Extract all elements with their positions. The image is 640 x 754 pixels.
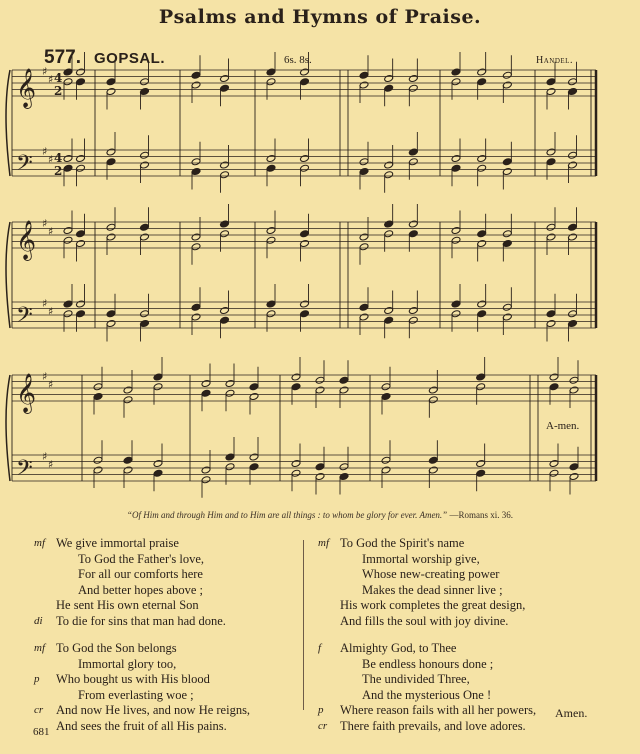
- sharp-icon: ♯: [42, 370, 48, 383]
- note-head: [249, 453, 259, 461]
- note-head: [220, 230, 230, 238]
- column-divider: [303, 540, 304, 710]
- verse-line: [340, 552, 536, 568]
- verse-line: [56, 583, 250, 599]
- note-head: [359, 71, 369, 79]
- note-head: [76, 78, 86, 86]
- note-head: [225, 453, 235, 461]
- tune-name: GOPSAL.: [94, 50, 166, 67]
- note-head: [266, 164, 276, 172]
- sharp-icon: ♯: [42, 65, 48, 78]
- verse-line: [34, 641, 250, 657]
- note-head: [408, 158, 418, 166]
- final-amen: Amen.: [555, 706, 588, 720]
- note-head: [546, 87, 556, 95]
- note-head: [384, 161, 394, 169]
- hymn-number: 577.: [44, 47, 81, 68]
- note-head: [201, 379, 211, 387]
- note-head: [191, 158, 201, 166]
- note-head: [300, 300, 310, 308]
- note-head: [502, 239, 512, 247]
- note-head: [191, 81, 201, 89]
- sharp-icon: ♯: [42, 297, 48, 310]
- note-head: [384, 171, 394, 179]
- note-head: [76, 154, 86, 162]
- note-head: [63, 68, 73, 76]
- note-head: [384, 220, 394, 228]
- note-head: [63, 78, 73, 86]
- scripture-quote: [0, 510, 640, 520]
- note-head: [339, 386, 349, 394]
- note-head: [106, 78, 116, 86]
- note-head: [106, 158, 116, 166]
- note-head: [568, 87, 578, 95]
- verse-line: [56, 567, 250, 583]
- verse-text: For all our comforts here: [78, 567, 203, 581]
- page-header-title: Psalms and Hymns of Praise.: [158, 6, 482, 28]
- sharp-icon: ♯: [48, 225, 54, 238]
- note-head: [384, 316, 394, 324]
- note-head: [123, 396, 133, 404]
- note-head: [408, 148, 418, 156]
- note-head: [568, 78, 578, 86]
- note-head: [502, 230, 512, 238]
- note-head: [106, 148, 116, 156]
- note-head: [476, 373, 486, 381]
- time-signature-bottom: 2: [54, 164, 63, 178]
- bass-clef-icon: 𝄢: [16, 303, 33, 333]
- dynamic-marking: cr: [34, 704, 44, 716]
- note-head: [106, 319, 116, 327]
- verse-text: The undivided Three,: [362, 672, 470, 686]
- verse-text: We give immortal praise: [56, 536, 179, 550]
- note-head: [191, 243, 201, 251]
- note-head: [140, 223, 150, 231]
- note-head: [300, 230, 310, 238]
- note-head: [191, 313, 201, 321]
- time-signature-top: 4: [54, 71, 63, 85]
- note-head: [451, 68, 461, 76]
- stanza-gap: [56, 629, 250, 641]
- verse-line: [56, 688, 250, 704]
- note-head: [359, 158, 369, 166]
- verse-text: Whose new-creating power: [362, 567, 500, 581]
- dynamic-marking: cr: [318, 719, 328, 732]
- sharp-icon: ♯: [48, 305, 54, 318]
- note-head: [191, 233, 201, 241]
- note-head: [266, 78, 276, 86]
- treble-clef-icon: 𝄞: [16, 68, 37, 108]
- note-head: [140, 161, 150, 169]
- note-head: [408, 316, 418, 324]
- verse-text: Almighty God, to Thee: [340, 641, 457, 655]
- note-head: [76, 239, 86, 247]
- verse-line: [34, 672, 250, 688]
- note-head: [549, 373, 559, 381]
- note-head: [201, 389, 211, 397]
- note-head: [549, 469, 559, 477]
- note-head: [569, 386, 579, 394]
- note-head: [359, 303, 369, 311]
- note-head: [477, 164, 487, 172]
- note-head: [568, 151, 578, 159]
- note-head: [93, 456, 103, 464]
- note-head: [384, 306, 394, 314]
- note-head: [220, 220, 230, 228]
- note-head: [428, 386, 438, 394]
- note-head: [220, 316, 230, 324]
- note-head: [63, 154, 73, 162]
- verse-line: [318, 536, 536, 552]
- note-head: [266, 236, 276, 244]
- note-head: [381, 383, 391, 391]
- note-head: [300, 78, 310, 86]
- note-head: [201, 466, 211, 474]
- note-head: [502, 303, 512, 311]
- note-head: [476, 459, 486, 467]
- note-head: [315, 386, 325, 394]
- amen-lyric: A-men.: [546, 420, 580, 432]
- verse-text: Immortal glory too,: [78, 656, 177, 671]
- note-head: [266, 68, 276, 76]
- note-head: [477, 154, 487, 162]
- verses-right-column: [318, 536, 537, 734]
- dynamic-marking: di: [34, 614, 43, 627]
- note-head: [502, 81, 512, 89]
- verse-text: To die for sins that man had done.: [56, 613, 226, 628]
- note-head: [428, 456, 438, 464]
- note-head: [546, 233, 556, 241]
- note-head: [106, 310, 116, 318]
- note-head: [569, 376, 579, 384]
- note-head: [477, 300, 487, 308]
- dynamic-marking: f: [318, 642, 322, 654]
- dynamic-marking: mf: [34, 537, 45, 549]
- sharp-icon: ♯: [48, 458, 54, 471]
- note-head: [76, 68, 86, 76]
- note-head: [502, 313, 512, 321]
- note-head: [381, 392, 391, 400]
- note-head: [408, 84, 418, 92]
- note-head: [106, 233, 116, 241]
- note-head: [225, 379, 235, 387]
- note-head: [140, 319, 150, 327]
- note-head: [315, 472, 325, 480]
- verse-line: [318, 703, 537, 719]
- verse-text: He sent His own eternal Son: [56, 598, 199, 612]
- verse-text: His work completes the great design,: [340, 598, 526, 612]
- note-head: [339, 376, 349, 384]
- note-head: [63, 226, 73, 234]
- note-head: [225, 463, 235, 471]
- note-head: [123, 456, 133, 464]
- note-head: [568, 161, 578, 169]
- note-head: [140, 87, 150, 95]
- verse-line: [340, 567, 536, 583]
- note-head: [408, 74, 418, 82]
- note-head: [381, 466, 391, 474]
- note-head: [359, 167, 369, 175]
- note-head: [384, 74, 394, 82]
- note-head: [451, 164, 461, 172]
- verse-line: [340, 688, 536, 704]
- verse-text: Makes the dead sinner live ;: [362, 582, 503, 597]
- note-head: [76, 164, 86, 172]
- note-head: [63, 164, 73, 172]
- note-head: [220, 74, 230, 82]
- note-head: [569, 472, 579, 480]
- note-head: [76, 230, 86, 238]
- verse-text: To God the Father's love,: [78, 551, 205, 566]
- verse-text: There faith prevails, and love adores.: [340, 718, 526, 733]
- verse-line: [318, 641, 536, 657]
- note-head: [191, 71, 201, 79]
- verse-line: [34, 703, 251, 719]
- note-head: [300, 239, 310, 247]
- sharp-icon: ♯: [42, 450, 48, 463]
- note-head: [249, 383, 259, 391]
- note-head: [477, 68, 487, 76]
- note-head: [93, 383, 103, 391]
- note-head: [201, 476, 211, 484]
- verse-text: And fills the soul with joy divine.: [340, 613, 509, 628]
- note-head: [300, 164, 310, 172]
- dynamic-marking: p: [34, 673, 40, 685]
- note-head: [384, 230, 394, 238]
- note-head: [76, 310, 86, 318]
- note-head: [502, 71, 512, 79]
- note-head: [359, 243, 369, 251]
- note-head: [291, 373, 301, 381]
- note-head: [476, 383, 486, 391]
- page-number: 681: [33, 726, 50, 738]
- verse-line: [318, 718, 536, 735]
- verse-line: [340, 583, 536, 599]
- note-head: [477, 310, 487, 318]
- note-head: [384, 84, 394, 92]
- note-head: [477, 230, 487, 238]
- note-head: [568, 223, 578, 231]
- sharp-icon: ♯: [48, 153, 54, 166]
- note-head: [220, 84, 230, 92]
- note-head: [191, 303, 201, 311]
- dynamic-marking: mf: [34, 642, 45, 654]
- dynamic-marking: p: [318, 704, 324, 716]
- note-head: [546, 310, 556, 318]
- note-head: [477, 78, 487, 86]
- verse-line: [34, 613, 250, 630]
- note-head: [153, 383, 163, 391]
- note-head: [266, 300, 276, 308]
- note-head: [546, 148, 556, 156]
- system-brace: [6, 375, 10, 481]
- verse-line: [340, 598, 536, 614]
- note-head: [549, 459, 559, 467]
- note-head: [546, 78, 556, 86]
- note-head: [291, 469, 301, 477]
- verse-line: [340, 614, 536, 630]
- note-head: [106, 223, 116, 231]
- meter: 6s. 8s.: [284, 54, 312, 66]
- note-head: [568, 319, 578, 327]
- sharp-icon: ♯: [48, 73, 54, 86]
- note-head: [568, 310, 578, 318]
- note-head: [63, 236, 73, 244]
- note-head: [93, 392, 103, 400]
- note-head: [408, 220, 418, 228]
- note-head: [93, 466, 103, 474]
- note-head: [191, 167, 201, 175]
- note-head: [291, 459, 301, 467]
- verse-text: Who bought us with His blood: [56, 672, 210, 686]
- note-head: [140, 310, 150, 318]
- stanza-gap: [340, 629, 536, 641]
- bass-clef-icon: 𝄢: [16, 151, 33, 181]
- note-head: [266, 154, 276, 162]
- quote-text: “Of Him and through Him and to Him are all things : to whom be glory for ever. Amen.”: [127, 510, 448, 520]
- verse-line: [56, 719, 250, 735]
- composer: Handel.: [536, 55, 573, 66]
- verse-line: [340, 657, 536, 673]
- note-head: [249, 392, 259, 400]
- note-head: [502, 167, 512, 175]
- note-head: [153, 469, 163, 477]
- note-head: [300, 310, 310, 318]
- time-signature-top: 4: [54, 151, 63, 165]
- note-head: [300, 68, 310, 76]
- verse-text: Immortal worship give,: [362, 551, 480, 566]
- treble-clef-icon: 𝄞: [16, 373, 37, 413]
- note-head: [451, 300, 461, 308]
- note-head: [451, 310, 461, 318]
- note-head: [106, 87, 116, 95]
- note-head: [408, 306, 418, 314]
- note-head: [63, 300, 73, 308]
- note-head: [428, 396, 438, 404]
- note-head: [546, 319, 556, 327]
- verse-text: Where reason fails with all her powers,: [340, 703, 537, 717]
- verse-line: [340, 672, 536, 688]
- verse-text: To God the Spirit's name: [340, 536, 465, 550]
- dynamic-marking: mf: [318, 537, 329, 549]
- note-head: [123, 466, 133, 474]
- note-head: [300, 154, 310, 162]
- note-head: [315, 463, 325, 471]
- note-head: [339, 463, 349, 471]
- sharp-icon: ♯: [42, 145, 48, 158]
- note-head: [220, 171, 230, 179]
- note-head: [153, 373, 163, 381]
- quote-reference: —Romans xi. 36.: [449, 510, 513, 520]
- note-head: [502, 158, 512, 166]
- note-head: [477, 239, 487, 247]
- note-head: [408, 230, 418, 238]
- note-head: [123, 386, 133, 394]
- bass-clef-icon: 𝄢: [16, 456, 33, 486]
- verse-line: [56, 598, 250, 614]
- time-signature-bottom: 2: [54, 84, 63, 98]
- note-head: [266, 226, 276, 234]
- note-head: [266, 310, 276, 318]
- note-head: [568, 233, 578, 241]
- treble-clef-icon: 𝄞: [16, 220, 37, 260]
- note-head: [249, 463, 259, 471]
- note-head: [428, 466, 438, 474]
- note-head: [451, 154, 461, 162]
- note-head: [546, 223, 556, 231]
- note-head: [225, 389, 235, 397]
- verse-text: And now He lives, and now He reigns,: [56, 703, 251, 717]
- note-head: [546, 158, 556, 166]
- note-head: [476, 469, 486, 477]
- note-head: [315, 376, 325, 384]
- note-head: [140, 78, 150, 86]
- note-head: [359, 233, 369, 241]
- system-brace: [6, 222, 10, 328]
- note-head: [569, 463, 579, 471]
- verse-text: To God the Son belongs: [56, 641, 177, 655]
- verse-line: [56, 657, 250, 673]
- note-head: [359, 313, 369, 321]
- note-head: [451, 236, 461, 244]
- verse-text: And sees the fruit of all His pains.: [56, 718, 227, 733]
- note-head: [451, 226, 461, 234]
- note-head: [220, 306, 230, 314]
- note-head: [359, 81, 369, 89]
- verse-line: [34, 536, 250, 552]
- note-head: [339, 472, 349, 480]
- verse-line: [56, 552, 250, 568]
- note-head: [291, 383, 301, 391]
- note-head: [451, 78, 461, 86]
- sharp-icon: ♯: [42, 217, 48, 230]
- verse-text: And better hopes above ;: [78, 582, 203, 597]
- note-head: [549, 383, 559, 391]
- verse-text: And the mysterious One !: [362, 687, 492, 702]
- verse-text: Be endless honours done ;: [362, 656, 494, 671]
- note-head: [153, 459, 163, 467]
- note-head: [63, 310, 73, 318]
- note-head: [381, 456, 391, 464]
- verse-text: From everlasting woe ;: [78, 687, 194, 702]
- sharp-icon: ♯: [48, 378, 54, 391]
- note-head: [140, 233, 150, 241]
- note-head: [220, 161, 230, 169]
- note-head: [140, 151, 150, 159]
- note-head: [76, 300, 86, 308]
- system-brace: [6, 70, 10, 176]
